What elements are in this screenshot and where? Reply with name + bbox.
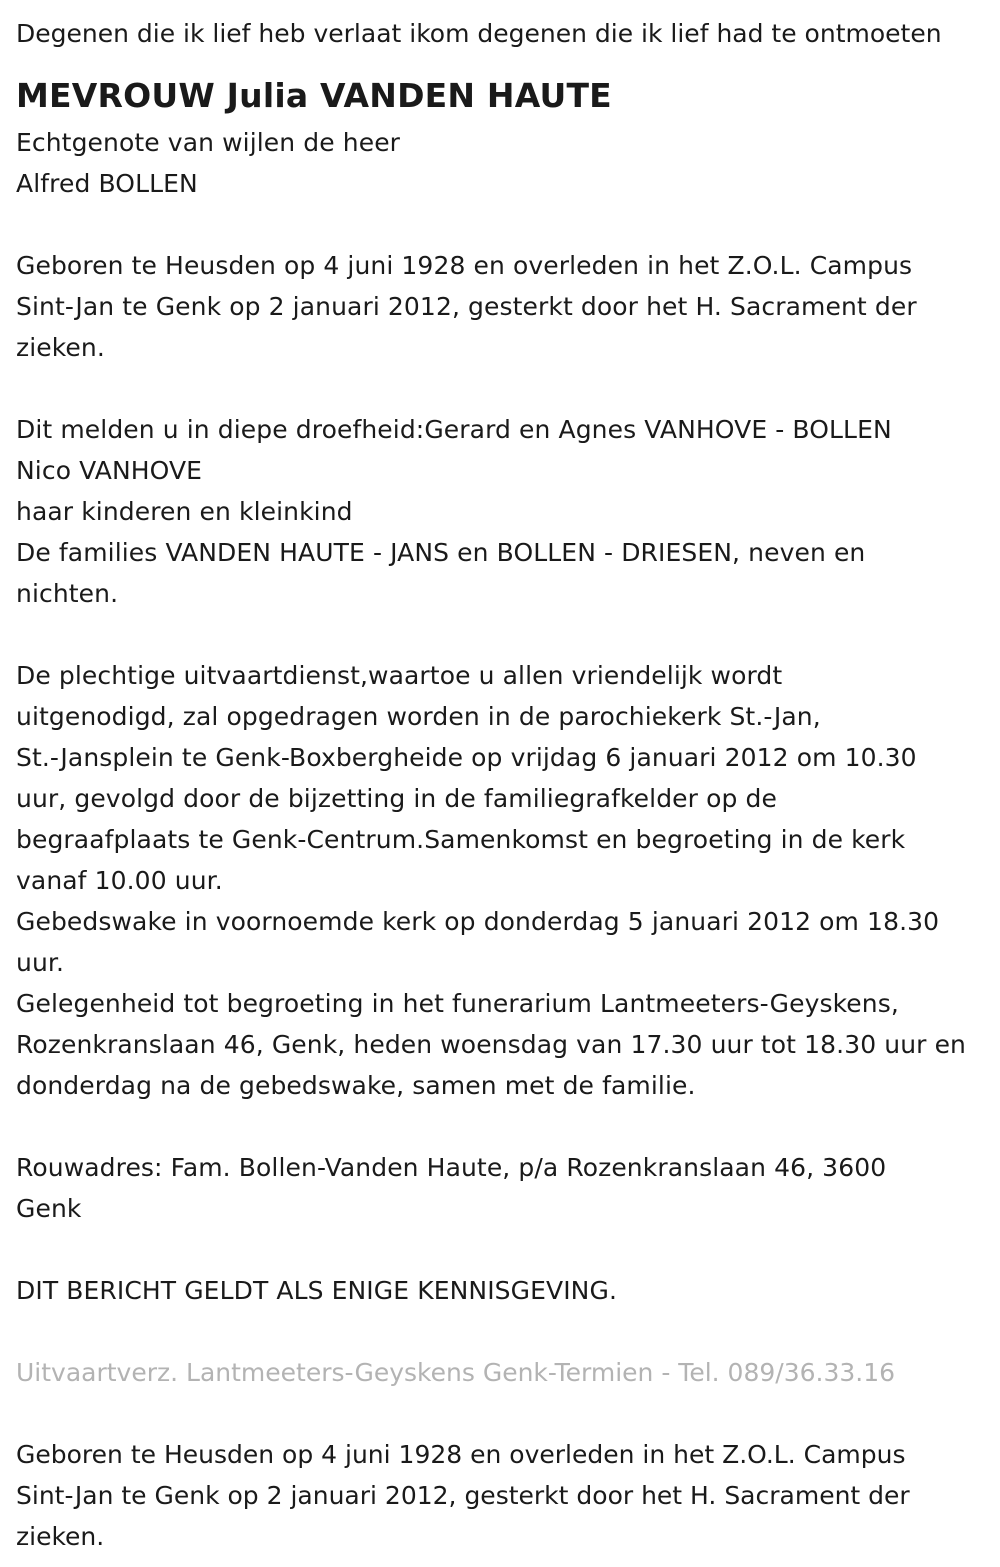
mourning-address-line: Rouwadres: Fam. Bollen-Vanden Haute, p/a Rozenkranslaan 46, 3600 — [16, 1153, 887, 1182]
service-line: vanaf 10.00 uur. — [16, 866, 223, 895]
divider-3 — [16, 614, 984, 655]
notice-statement: DIT BERICHT GELDT ALS ENIGE KENNISGEVING. — [16, 1276, 617, 1305]
birth-death-line: Sint-Jan te Genk op 2 januari 2012, gesterkt door het H. Sacrament der — [16, 292, 917, 321]
mourning-address-block — [16, 1147, 984, 1229]
repeat-birth-death-line: Sint-Jan te Genk op 2 januari 2012, gesterkt door het H. Sacrament der — [16, 1481, 910, 1510]
page-title: MEVROUW Julia VANDEN HAUTE — [16, 76, 612, 115]
repeat-birth-death-block — [16, 1434, 984, 1557]
divider-7 — [16, 1393, 984, 1434]
announcement-line: De families VANDEN HAUTE - JANS en BOLLEN - DRIESEN, neven en — [16, 538, 866, 567]
service-line: uur. — [16, 948, 65, 977]
birth-death-line: Geboren te Heusden op 4 juni 1928 en overleden in het Z.O.L. Campus — [16, 251, 913, 280]
service-line: Gelegenheid tot begroeting in het funerarium Lantmeeters-Geyskens, — [16, 989, 899, 1018]
announcement-line: Nico VANHOVE — [16, 456, 203, 485]
divider-2 — [16, 368, 984, 409]
divider-4 — [16, 1106, 984, 1147]
service-line: De plechtige uitvaartdienst,waartoe u allen vriendelijk wordt — [16, 661, 783, 690]
divider-6 — [16, 1311, 984, 1352]
repeat-birth-death-line: zieken. — [16, 1522, 105, 1551]
service-line: begraafplaats te Genk-Centrum.Samenkomst en begroeting in de kerk — [16, 825, 906, 854]
intro-quote: Degenen die ik lief heb verlaat ikom degenen die ik lief had te ontmoeten — [16, 19, 942, 48]
spouse-line-1: Echtgenote van wijlen de heer — [16, 128, 401, 157]
divider-5 — [16, 1229, 984, 1270]
announcement-line: haar kinderen en kleinkind — [16, 497, 353, 526]
divider-1 — [16, 204, 984, 245]
service-line: Gebedswake in voornoemde kerk op donderdag 5 januari 2012 om 18.30 — [16, 907, 940, 936]
service-line: Rozenkranslaan 46, Genk, heden woensdag van 17.30 uur tot 18.30 uur en — [16, 1030, 966, 1059]
announcement-line: Dit melden u in diepe droefheid:Gerard en Agnes VANHOVE - BOLLEN — [16, 415, 892, 444]
service-line: St.-Jansplein te Genk-Boxbergheide op vrijdag 6 januari 2012 om 10.30 — [16, 743, 917, 772]
repeat-birth-death-line: Geboren te Heusden op 4 juni 1928 en overleden in het Z.O.L. Campus — [16, 1440, 906, 1469]
undertaker-credit: Uitvaartverz. Lantmeeters-Geyskens Genk-Termien - Tel. 089/36.33.16 — [16, 1358, 896, 1387]
service-line: uitgenodigd, zal opgedragen worden in de parochiekerk St.-Jan, — [16, 702, 821, 731]
service-line: donderdag na de gebedswake, samen met de familie. — [16, 1071, 696, 1100]
spouse-line-2: Alfred BOLLEN — [16, 169, 198, 198]
birth-death-block — [16, 245, 984, 368]
service-details-block — [16, 655, 984, 1106]
mourning-address-line: Genk — [16, 1194, 82, 1223]
service-line: uur, gevolgd door de bijzetting in de familiegrafkelder op de — [16, 784, 777, 813]
birth-death-line: zieken. — [16, 333, 105, 362]
announcement-line: nichten. — [16, 579, 119, 608]
announcement-block — [16, 409, 984, 614]
